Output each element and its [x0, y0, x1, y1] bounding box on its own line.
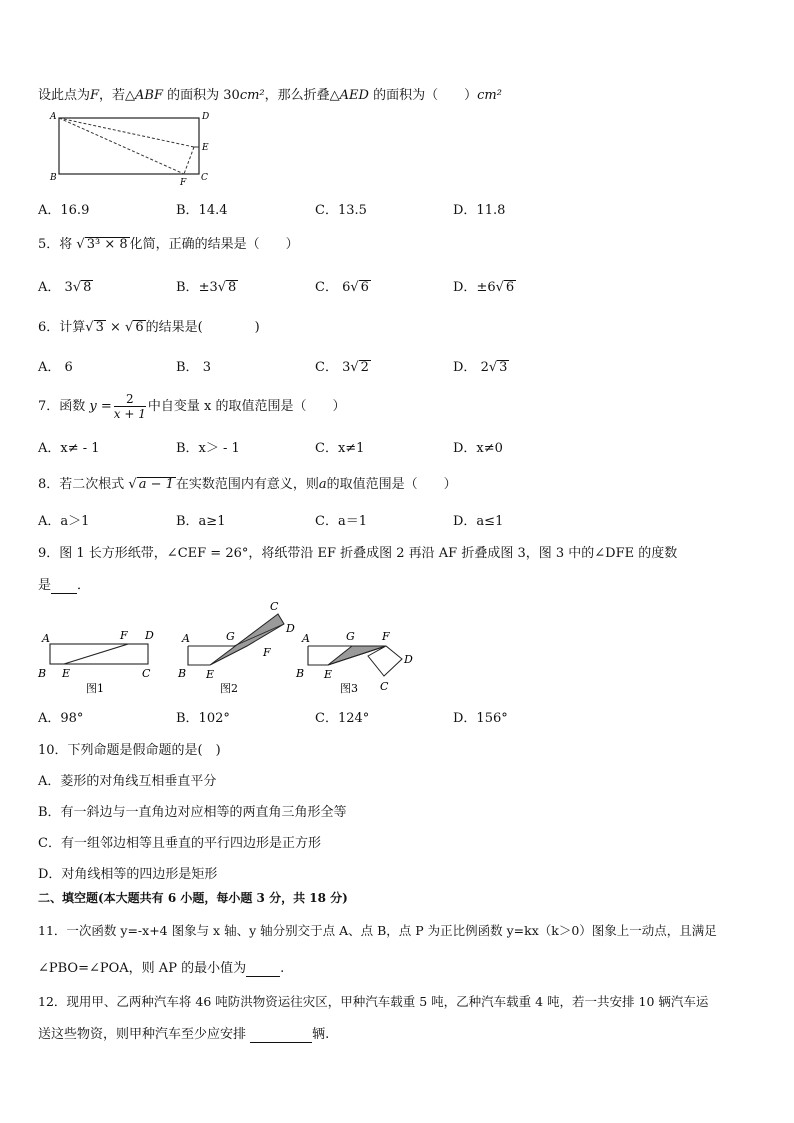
q4-unit-end: cm² [477, 88, 502, 103]
fig2-label-d: D [286, 622, 295, 635]
q9-option-d[interactable]: D．156° [453, 711, 508, 726]
q4-option-b[interactable]: B．14.4 [176, 203, 228, 218]
q11-answer-blank[interactable] [246, 961, 280, 977]
fig3-label-g: G [346, 630, 355, 643]
q10-option-b[interactable]: B．有一斜边与一直角边对应相等的两直角三角形全等 [38, 805, 347, 820]
q6-stem-pre: 6．计算 [38, 320, 86, 335]
q7-stem-post: 中自变量 x 的取值范围是（ ） [147, 399, 346, 414]
q8-option-a[interactable]: A．a＞1 [38, 514, 90, 529]
q6-times: × [105, 320, 126, 335]
fig3-label-c: C [380, 680, 389, 693]
q7-denominator: x + 1 [113, 407, 146, 421]
q7-stem [38, 392, 345, 421]
q11-line2-pre: ∠PBO=∠POA，则 AP 的最小值为 [38, 961, 247, 976]
q8-stem-post: 的取值范围是（ ） [326, 477, 457, 492]
q4-label-b: B [50, 173, 57, 183]
q4-unit: cm² [239, 88, 265, 103]
q8-radicand: a − 1 [138, 477, 174, 492]
q9-stem-line2-post: ． [77, 578, 91, 593]
q5-option-d[interactable]: D．±6√ 6 [453, 280, 515, 295]
q5-stem-post: 化简，正确的结果是（ ） [129, 237, 299, 252]
q12-line2-pre: 送这些物资，则甲种汽车至少应安排 [38, 1027, 251, 1042]
q4-rectangle-figure [44, 108, 219, 188]
q10-option-a[interactable]: A．菱形的对角线互相垂直平分 [38, 774, 217, 789]
q6-rad2: 6 [135, 320, 144, 335]
q9-figures [34, 596, 434, 700]
fig2-label-b: B [178, 667, 187, 680]
q4-tri-abf: ABF [135, 88, 164, 103]
q7-stem-pre: 7．函数 [38, 399, 90, 414]
q8-option-c[interactable]: C．a＝1 [315, 514, 367, 529]
q7-option-a[interactable]: A．x≠ - 1 [38, 441, 100, 456]
q10-stem: 10．下列命题是假命题的是( ) [38, 743, 221, 758]
q9-stem-line2-pre: 是 [38, 578, 52, 593]
q4-stem-pre: 设此点为 [38, 88, 91, 103]
fig2-label-f: F [263, 646, 271, 659]
q5-stem: 5．将 √ 3³ × 8 化简，正确的结果是（ ） [38, 237, 299, 252]
q8-option-b[interactable]: B．a≥1 [176, 514, 226, 529]
q7-option-d[interactable]: D．x≠0 [453, 441, 503, 456]
fig1-label-e: E [62, 667, 71, 680]
fig2-caption: 图2 [220, 682, 238, 695]
q4-stem-end: 的面积为（ ） [368, 88, 478, 103]
q12-line2-post: 辆. [312, 1027, 330, 1042]
q9-answer-blank[interactable] [51, 578, 77, 594]
fig2-label-a: A [182, 632, 190, 645]
fig3-label-e: E [324, 668, 333, 681]
q8-stem-pre: 8．若二次根式 [38, 477, 129, 492]
q5-option-c[interactable]: C． 6√ 6 [315, 280, 369, 295]
q11-line1: 11．一次函数 y=-x+4 图象与 x 轴、y 轴分别交于点 A、点 B，点 P 为正比例函数 y=kx（k＞0）图象上一动点，且满足 [38, 923, 717, 938]
q8-var-a: a [318, 477, 327, 492]
q7-option-c[interactable]: C．x≠1 [315, 441, 365, 456]
q6-option-a[interactable]: A． 6 [38, 360, 73, 375]
q4-label-d: D [202, 112, 210, 122]
fig3-label-b: B [296, 667, 305, 680]
q11-line2-post: . [280, 961, 285, 976]
q4-option-d[interactable]: D．11.8 [453, 203, 506, 218]
q4-stem-post: ，那么折叠△ [264, 88, 340, 103]
q7-fraction [114, 392, 146, 421]
q4-label-c: C [201, 173, 208, 183]
q5-stem-pre: 5．将 [38, 237, 77, 252]
q10-option-c[interactable]: C．有一组邻边相等且垂直的平行四边形是正方形 [38, 836, 321, 851]
q6-option-c[interactable]: C． 3√ 2 [315, 360, 369, 375]
q10-option-d[interactable]: D．对角线相等的四边形是矩形 [38, 867, 218, 882]
q8-option-d[interactable]: D．a≤1 [453, 514, 504, 529]
q4-stem-area: 的面积为 30 [163, 88, 240, 103]
q4-option-c[interactable]: C．13.5 [315, 203, 367, 218]
q12-answer-blank[interactable] [250, 1027, 312, 1043]
q4-label-f: F [180, 178, 187, 188]
q7-option-b[interactable]: B．x＞ - 1 [176, 441, 240, 456]
q6-option-b[interactable]: B． 3 [176, 360, 211, 375]
fig1-label-a: A [42, 632, 50, 645]
q4-label-a: A [50, 112, 57, 122]
fig2-label-c: C [270, 600, 279, 613]
q5-option-a[interactable]: A． 3√ 8 [38, 280, 92, 295]
q8-stem-mid: 在实数范围内有意义，则 [175, 477, 319, 492]
fig3-label-f: F [382, 630, 390, 643]
fig2-label-g: G [226, 630, 235, 643]
section-heading-fill-in: 二、填空题(本大题共有 6 小题，每小题 3 分，共 18 分) [38, 891, 348, 905]
fig1-label-d: D [145, 629, 154, 642]
fig1-label-b: B [38, 667, 47, 680]
q4-option-a[interactable]: A．16.9 [38, 203, 90, 218]
q9-option-a[interactable]: A．98° [38, 711, 84, 726]
q11-line2 [38, 957, 284, 977]
fig1-label-c: C [142, 667, 151, 680]
q6-stem: 6．计算√ 3 × √ 6 的结果是( ) [38, 320, 260, 335]
q12-line1: 12．现用甲、乙两种汽车将 46 吨防洪物资运往灾区，甲种汽车载重 5 吨，乙种汽车载重 4 吨，若一共安排 10 辆汽车运 [38, 994, 709, 1009]
q4-var-f: F [90, 88, 100, 103]
q5-option-b[interactable]: B．±3√ 8 [176, 280, 237, 295]
fig3-label-d: D [404, 653, 413, 666]
fig3-label-a: A [302, 632, 310, 645]
q9-stem-line2 [38, 574, 90, 594]
fig3-caption: 图3 [340, 682, 358, 695]
q6-option-d[interactable]: D． 2√ 3 [453, 360, 508, 375]
q9-option-c[interactable]: C．124° [315, 711, 370, 726]
fig1-caption: 图1 [86, 682, 104, 695]
q6-rad1: 3 [95, 320, 104, 335]
q4-tri-aed: AED [339, 88, 369, 103]
q8-stem: 8．若二次根式 √ a − 1 在实数范围内有意义，则a的取值范围是（ ） [38, 477, 457, 492]
q4-stem [38, 84, 502, 103]
fig1-label-f: F [120, 629, 128, 642]
q5-radicand: 3³ × 8 [86, 237, 128, 252]
q9-option-b[interactable]: B．102° [176, 711, 230, 726]
fig2-label-e: E [206, 668, 215, 681]
q6-stem-post: 的结果是( ) [145, 320, 260, 335]
q7-y-eq: y = [89, 399, 112, 414]
q12-line2 [38, 1023, 329, 1043]
q4-label-e: E [202, 143, 209, 153]
q4-stem-mid: ，若△ [99, 88, 136, 103]
q7-numerator: 2 [114, 392, 146, 407]
q9-stem-line1: 9．图 1 长方形纸带，∠CEF = 26°，将纸带沿 EF 折叠成图 2 再沿 AF 折叠成图 3，图 3 中的∠DFE 的度数 [38, 546, 678, 561]
